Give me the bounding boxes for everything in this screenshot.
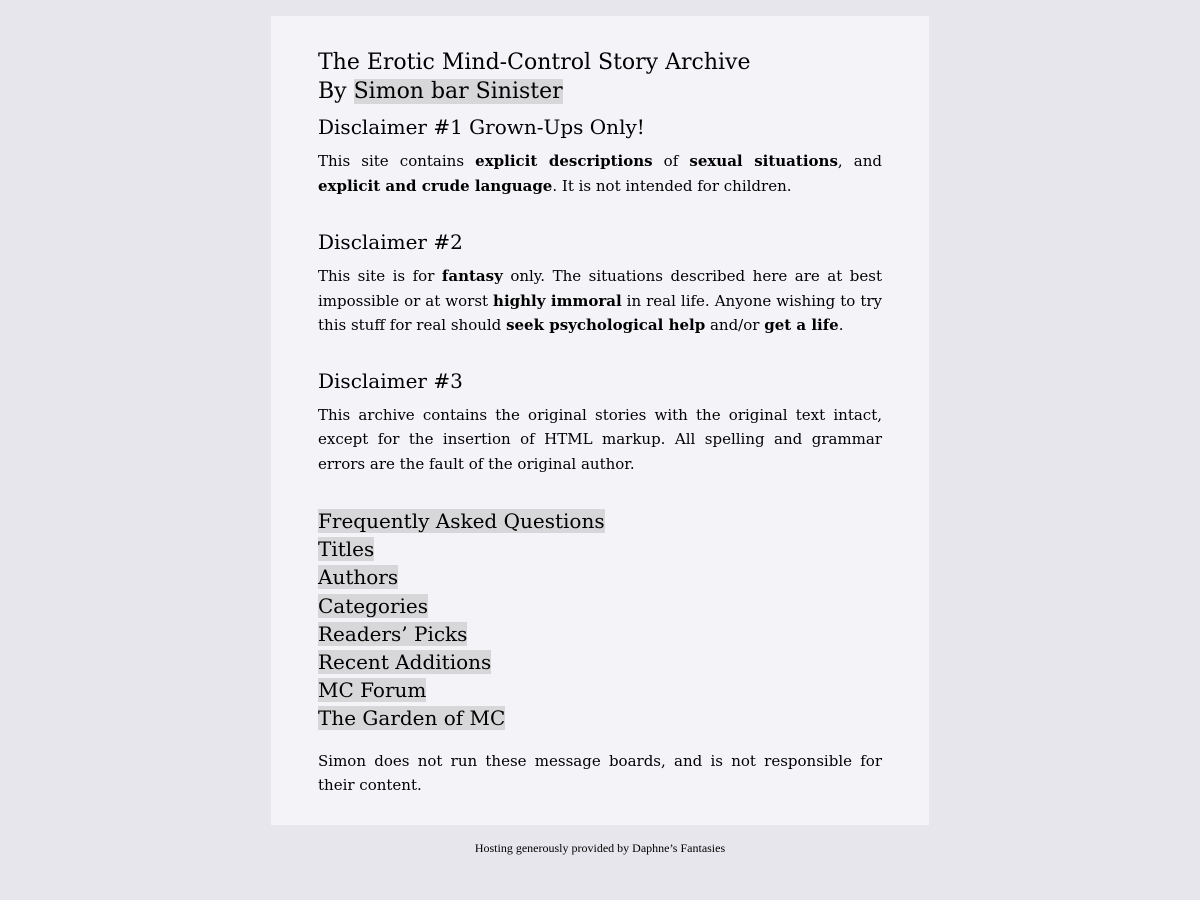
author-link[interactable]: Simon bar Sinister — [353, 79, 563, 104]
disclaimer-2-seg-3: highly immoral — [493, 291, 622, 310]
nav-item — [318, 592, 882, 620]
disclaimer-2-seg-7: get a life — [764, 316, 839, 334]
disclaimer-3-text — [318, 403, 882, 477]
disclaimer-2-seg-5: seek psychological help — [506, 316, 706, 334]
titles-link[interactable]: Titles — [318, 537, 375, 562]
disclaimer-2-text — [318, 264, 882, 338]
nav-links — [318, 507, 882, 733]
recent-additions-link[interactable]: Recent Additions — [318, 649, 492, 674]
disclaimer-1-seg-3: sexual situations — [689, 152, 838, 170]
garden-of-mc-link[interactable]: The Garden of MC — [318, 706, 506, 731]
mc-forum-link[interactable]: MC Forum — [318, 678, 427, 703]
disclaimer-1-heading: Disclaimer #1 Grown-Ups Only! — [318, 115, 645, 139]
faq-link[interactable]: Frequently Asked Questions — [318, 509, 605, 533]
disclaimer-2-heading: Disclaimer #2 — [318, 230, 463, 254]
disclaimer-3-heading: Disclaimer #3 — [318, 368, 463, 393]
disclaimer-1-seg-5: explicit and crude language — [318, 176, 553, 195]
hosting-footer: Hosting generously provided by Daphne’s Fantasies — [474, 841, 726, 855]
disclaimer-2-seg-6: and/or — [705, 316, 765, 334]
byline-prefix: By — [318, 79, 354, 104]
content-panel — [271, 16, 929, 825]
disclaimer-2-seg-0: This site is for — [318, 267, 442, 285]
disclaimer-3-seg-0: This archive contains the original stories with the original text intact, except for the insertion of HTML markup. All spelling and grammar errors are the fault of the original author. — [318, 405, 882, 473]
disclaimer-1-seg-0: This site contains — [318, 152, 476, 170]
nav-item — [318, 535, 882, 563]
categories-link[interactable]: Categories — [318, 593, 428, 618]
nav-item — [318, 620, 882, 648]
message-board-note: Simon does not run these message boards, and is not responsible for their content. — [318, 751, 882, 794]
disclaimer-2-seg-2: only. The situations described here are at best impossible or at worst — [318, 267, 882, 310]
disclaimer-1-text — [318, 149, 882, 198]
site-title: The Erotic Mind-Control Story Archive — [318, 50, 751, 75]
byline — [318, 77, 882, 106]
readers-picks-link[interactable]: Readers’ Picks — [318, 621, 468, 646]
disclaimer-1-seg-1: explicit descriptions — [475, 152, 653, 170]
disclaimer-1-seg-2: of — [652, 152, 690, 170]
disclaimer-2-seg-8: . — [838, 316, 844, 334]
nav-item — [318, 507, 882, 535]
nav-item — [318, 563, 882, 591]
disclaimer-1-seg-6: . It is not intended for children. — [552, 176, 792, 195]
authors-link[interactable]: Authors — [318, 565, 399, 590]
disclaimer-1-seg-4: , and — [837, 152, 882, 170]
nav-item — [318, 676, 882, 704]
nav-item — [318, 704, 882, 732]
nav-item — [318, 648, 882, 676]
disclaimer-2-seg-4: in real life. Anyone wishing to try this stuff for real should — [318, 291, 882, 334]
disclaimer-2-seg-1: fantasy — [441, 267, 503, 285]
